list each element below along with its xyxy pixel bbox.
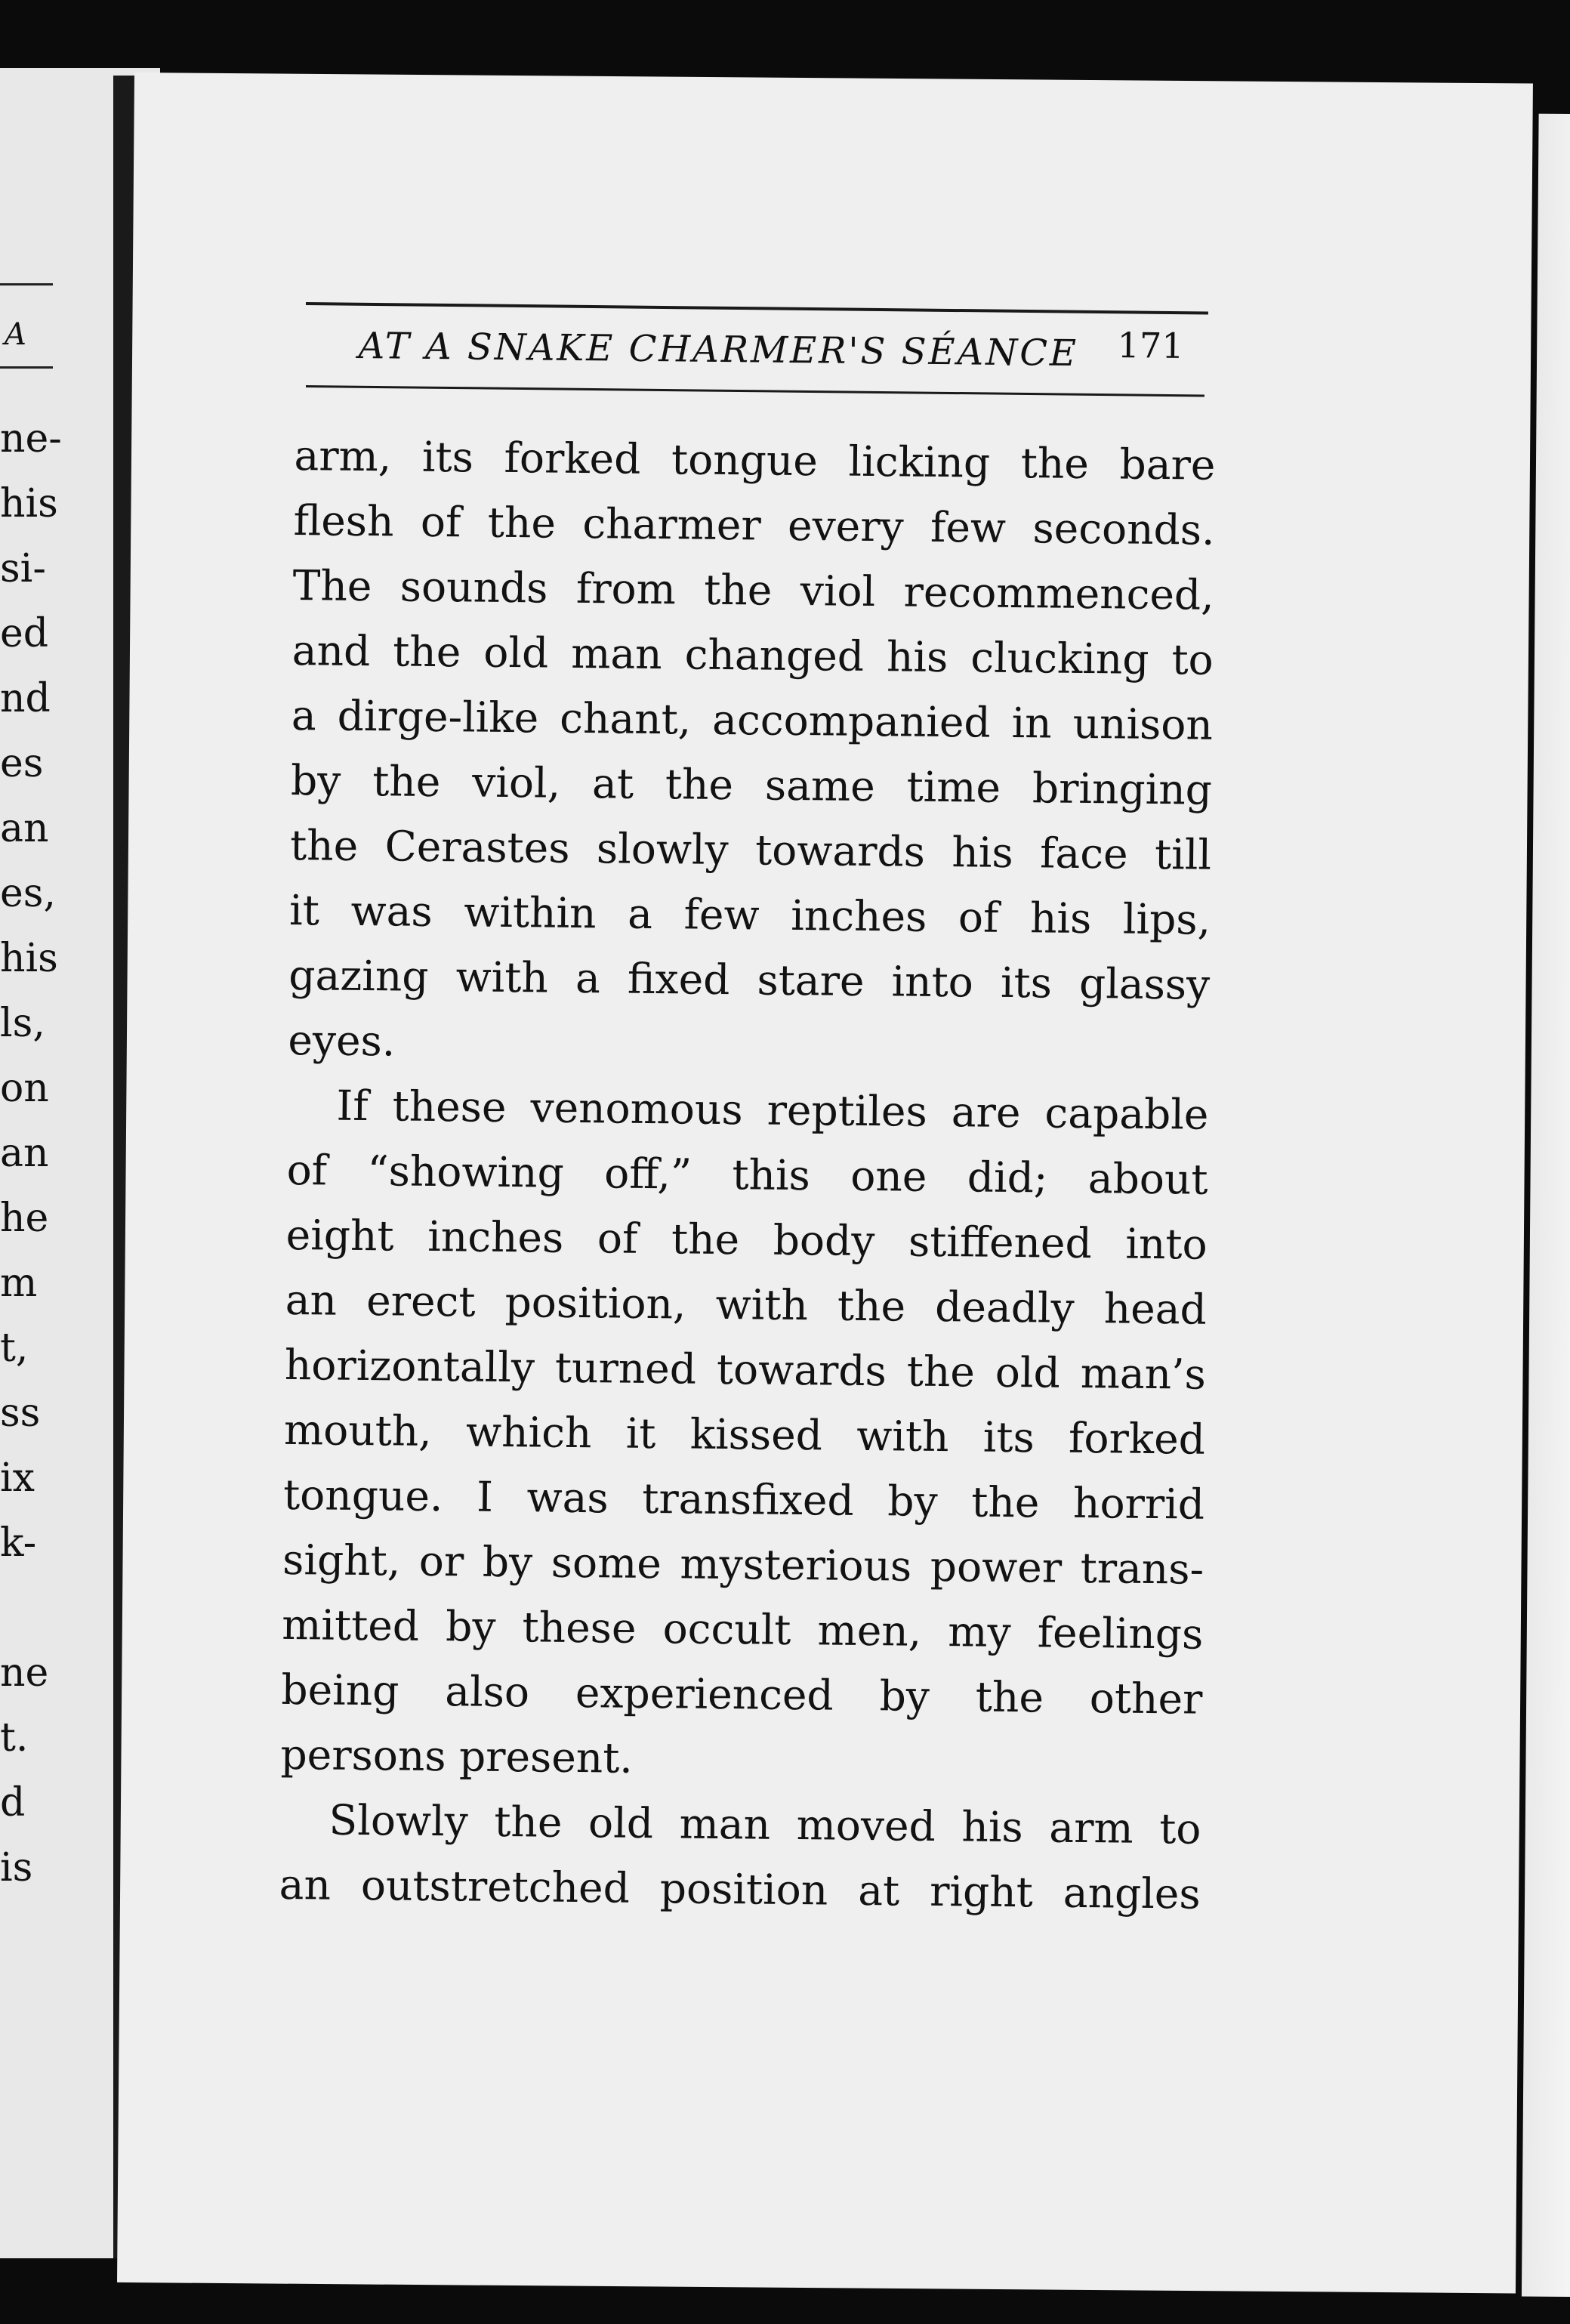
text-line: Slowly the old man moved his arm to (328, 1795, 1201, 1853)
left-line-ending: si- (0, 546, 46, 591)
text-line: horizontally turned towards the old man’s (284, 1340, 1207, 1399)
text-line: an erect position, with the deadly head (285, 1275, 1208, 1334)
running-head: AT A SNAKE CHARMER'S SÉANCE (358, 325, 1079, 375)
text-line: of “showing off,” this one did; about (286, 1145, 1208, 1204)
text-line: The sounds from the viol recommenced, (292, 560, 1215, 619)
text-line: being also experienced by the other (281, 1665, 1203, 1724)
text-line: by the viol, at the same time bringing (290, 755, 1213, 814)
left-line-ending: k- (0, 1520, 37, 1566)
left-line-ending: his (0, 481, 58, 526)
left-line-ending: t, (0, 1326, 29, 1371)
text-line: If these venomous reptiles are capable (336, 1081, 1209, 1139)
text-line: mitted by these occult men, my feelings (282, 1600, 1204, 1659)
left-line-ending: es (0, 741, 44, 786)
text-line: sight, or by some mysterious power trans- (282, 1535, 1204, 1594)
left-line-ending: m (0, 1261, 38, 1306)
left-line-ending: nd (0, 676, 51, 721)
left-line-ending: ed (0, 611, 49, 656)
text-line: eight inches of the body stiffened into (285, 1210, 1208, 1269)
left-line-ending: ne- (0, 416, 62, 461)
left-running-head-fragment: A (5, 317, 26, 352)
body-text (279, 423, 1216, 1927)
left-line-ending: t. (0, 1715, 29, 1761)
left-line-ending: ne (0, 1650, 49, 1696)
text-line: and the old man changed his clucking to (291, 625, 1214, 684)
left-line-ending: his (0, 936, 58, 981)
text-line: tongue. I was transfixed by the horrid (282, 1470, 1205, 1529)
text-line: the Cerastes slowly towards his face till (289, 820, 1212, 879)
text-line: eyes. (288, 1015, 396, 1066)
left-line-ending: an (0, 1131, 49, 1176)
text-line: flesh of the charmer every few seconds. (293, 495, 1215, 554)
left-line-ending: ix (0, 1455, 35, 1501)
left-line-ending: is (0, 1845, 33, 1890)
left-header-rule-bottom (0, 366, 53, 369)
left-header-rule-top (0, 283, 53, 285)
text-line: persons present. (280, 1730, 634, 1782)
text-line: arm, its forked tongue licking the bare (294, 431, 1216, 489)
text-line: an outstretched position at right angles (279, 1860, 1201, 1918)
text-line: gazing with a fixed stare into its glassy (288, 950, 1211, 1009)
left-line-ending: ls, (0, 1001, 45, 1046)
page-number: 171 (1117, 325, 1184, 366)
left-line-ending: on (0, 1066, 49, 1111)
text-line: it was within a few inches of his lips, (288, 885, 1211, 944)
left-line-ending: d (0, 1780, 26, 1826)
left-line-ending: ss (0, 1390, 41, 1436)
text-line: mouth, which it kissed with its forked (283, 1405, 1206, 1464)
page-edge (1522, 114, 1570, 2298)
left-line-ending: he (0, 1196, 49, 1241)
text-line: a dirge-like chant, accompanied in unison (291, 690, 1214, 749)
left-line-ending: es, (0, 871, 56, 916)
left-line-ending: an (0, 806, 49, 851)
